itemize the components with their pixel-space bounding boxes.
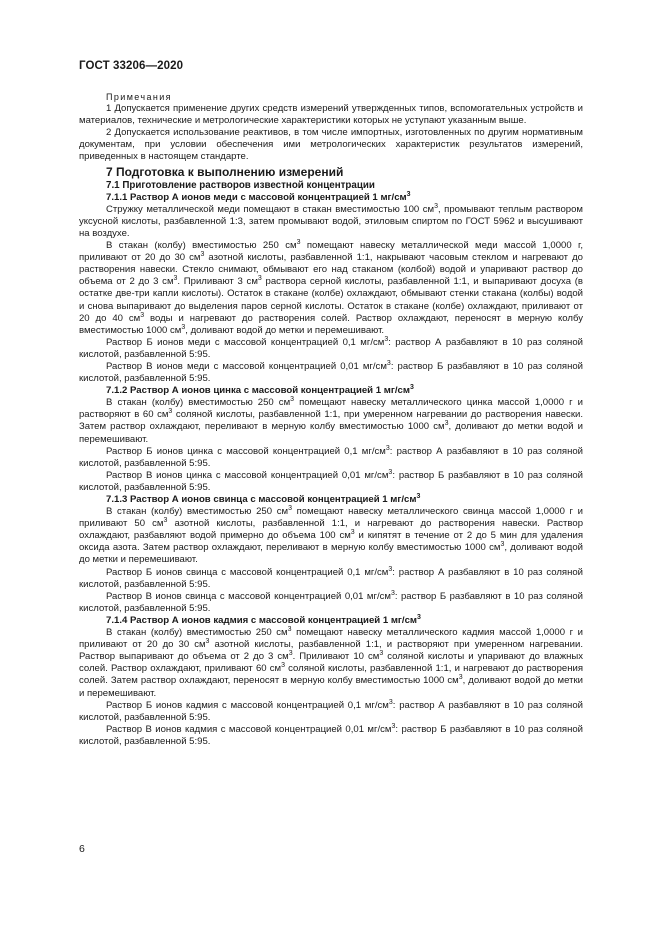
subsection-7-1-1-title: 7.1.1 Раствор А ионов меди с массовой концентрацией 1 $мг/см^3$ — [106, 190, 411, 203]
subsection-7-1-3-title: 7.1.3 Раствор А ионов свинца с массовой концентрацией 1 $мг/см^3$ — [106, 492, 421, 505]
notes-title: Примечания — [106, 92, 172, 102]
page-number: 6 — [79, 843, 85, 855]
subsection-7-1-title: 7.1 Приготовление растворов известной концентрации — [106, 179, 375, 191]
paragraph-7-1-3-1: В стакан (колбу) вместимостью 250 $см^3$ помещают навеску металлического свинца массой 1,0000 г и приливают 50 $см^3$ азотной кислоты, разбавленной 1:1, и нагревают до растворения навески. Раствор охлаждают, разбавляют водой примерно до объема 100 $см^3$ и кипятят в течение от 2 до 5 мин для удаления оксида азота. Затем раствор охлаждают, переливают в мерную колбу вместимостью 1000 $см^3$, доливают водой до метки и перемешивают. — [79, 504, 584, 566]
paragraph-7-1-4-1: В стакан (колбу) вместимостью 250 $см^3$ помещают навеску металлического кадмия массой 1,0000 г и приливают от 20 до 30 $см^3$ азотной кислоты, разбавленной 1:1, и растворяют при умеренном нагревании. Раствор выпаривают до объема от 2 до 3 $см^3$. Приливают 10 $см^3$ соляной кислоты и упаривают до влажных солей. Раствор охлаждают, приливают 60 $см^3$ соляной кислоты, разбавленной 1:1, и нагревают до растворения солей. Затем раствор охлаждают, переносят в мерную колбу вместимостью 1000 $см^3$, доливают водой до метки и перемешивают. — [79, 625, 584, 699]
paragraph-7-1-2-2: Раствор Б ионов цинка с массовой концентрацией 0,1 $мг/см^3$: раствор А разбавляют в 10 раз соляной кислотой, разбавленной 5:95. — [79, 444, 583, 469]
paragraph-7-1-1-3: Раствор Б ионов меди с массовой концентрацией 0,1 $мг/см^3$: раствор А разбавляют в 10 раз соляной кислотой, разбавленной 5:95. — [79, 335, 583, 360]
subsection-7-1-4-title: 7.1.4 Раствор А ионов кадмия с массовой концентрацией 1 $мг/см^3$ — [106, 613, 421, 626]
paragraph-7-1-4-2: Раствор Б ионов кадмия с массовой концентрацией 0,1 $мг/см^3$: раствор А разбавляют в 10 раз соляной кислотой, разбавленной 5:95. — [79, 698, 583, 723]
subsection-7-1-2-title: 7.1.2 Раствор А ионов цинка с массовой концентрацией 1 $мг/см^3$ — [106, 383, 414, 397]
section-7-title: 7 Подготовка к выполнению измерений — [106, 164, 344, 179]
paragraph-7-1-2-1: В стакан (колбу) вместимостью 250 $см^3$ помещают навеску металлического цинка массой 1,0000 г и растворяют в 60 $см^3$ соляной кислоты, разбавленной 1:1, при умеренном нагревании до растворения навески. Затем раствор охлаждают, переливают в мерную колбу вместимостью 1000 $см^3$, доливают до метки водой и перемешивают. — [79, 396, 583, 445]
note-1: 1 Допускается применение других средств измерений утвержденных типов, вспомогательных устройств и материалов, технические и метрологические характеристики которых не уступают указанным выше. — [79, 103, 583, 127]
paragraph-7-1-3-2: Раствор Б ионов свинца с массовой концентрацией 0,1 $мг/см^3$: раствор А разбавляют в 10 раз соляной кислотой, разбавленной 5:95. — [79, 565, 583, 590]
standard-header: ГОСТ 33206—2020 — [79, 60, 184, 72]
paragraph-7-1-1-2: В стакан (колбу) вместимостью 250 $см^3$ помещают навеску металлической меди массой 1,0000 г, приливают от 20 до 30 $см^3$ азотной кислоты, разбавленной 1:1, накрывают часовым стеклом и нагревают до растворения навески. Стекло снимают, обмывают его над стаканом (колбой) водой и упаривают раствор до объема от 2 до 3 $см^3$. Приливают 3 $см^3$ раствора серной кислоты, разбавленной 1:1, и выпаривают досуха (в остатке две-три капли кислоты). Остаток в стакане (колбе) охлаждают, обмывают стенки стакана (колбы) водой и снова выпаривают до выделения паров серной кислоты. Остаток в стакане (колбе) охлаждают, приливают от 20 до 40 $см^3$ воды и нагревают до растворения солей. Раствор охлаждают, переносят в мерную колбу вместимостью 1000 $см^3$, доливают водой до метки и перемешивают. — [79, 238, 583, 336]
document-body — [79, 91, 583, 748]
paragraph-7-1-1-4: Раствор В ионов меди с массовой концентрацией 0,01 $мг/см^3$: раствор Б разбавляют в 10 раз соляной кислотой, разбавленной 5:95. — [79, 359, 583, 385]
paragraph-7-1-4-3: Раствор В ионов кадмия с массовой концентрацией 0,01 $мг/см^3$: раствор Б разбавляют в 10 раз соляной кислотой, разбавленной 5:95. — [79, 722, 583, 747]
paragraph-7-1-1-1: Стружку металлической меди помещают в стакан вместимостью 100 $см^3$, промывают теплым раствором уксусной кислоты, разбавленной 1:3, затем промывают водой, этиловым спиртом по ГОСТ 5962 и высушивают на воздухе. — [79, 202, 583, 239]
paragraph-7-1-3-3: Раствор В ионов свинца с массовой концентрацией 0,01 $мг/см^3$: раствор Б разбавляют в 10 раз соляной кислотой, разбавленной 5:95. — [79, 589, 583, 614]
paragraph-7-1-2-3: Раствор В ионов цинка с массовой концентрацией 0,01 $мг/см^3$: раствор Б разбавляют в 10 раз соляной кислотой, разбавленной 5:95. — [79, 468, 583, 493]
note-2: 2 Допускается использование реактивов, в том числе импортных, изготовленных по другим нормативным документам, при условии обеспечения ими метрологических характеристик результатов измерений, приведенных в настоящем стандарте. — [79, 127, 583, 163]
